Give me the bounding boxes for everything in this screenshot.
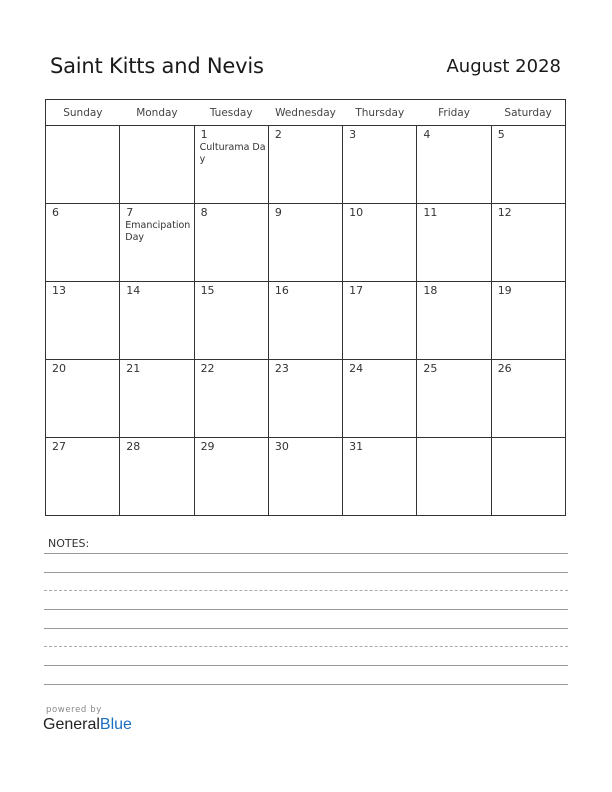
calendar-country-title: Saint Kitts and Nevis	[50, 54, 264, 78]
day-cell	[194, 360, 268, 438]
notes-line	[44, 665, 568, 666]
month-calendar-grid	[45, 99, 566, 516]
day-cell	[46, 438, 120, 516]
day-number: 15	[200, 284, 215, 297]
day-number: 11	[423, 206, 438, 219]
day-number: 12	[497, 206, 512, 219]
holiday-label: Culturama Day	[199, 142, 266, 165]
day-number: 14	[126, 284, 141, 297]
weekday-header: Friday	[417, 100, 491, 126]
day-number: 27	[52, 440, 66, 453]
notes-label: NOTES:	[48, 537, 90, 550]
day-number: 31	[349, 440, 364, 453]
day-number: 2	[274, 128, 282, 141]
notes-line	[44, 646, 568, 647]
day-cell	[268, 282, 342, 360]
notes-line	[44, 609, 568, 610]
day-number: 24	[349, 362, 364, 375]
weekday-header: Thursday	[343, 100, 417, 126]
notes-line	[44, 553, 568, 554]
day-cell	[46, 126, 120, 204]
day-cell	[491, 360, 565, 438]
week-row	[46, 126, 566, 204]
day-number: 1	[200, 128, 208, 141]
weekday-header: Wednesday	[268, 100, 342, 126]
day-cell	[268, 360, 342, 438]
calendar-month-title: August 2028	[446, 56, 561, 77]
generalblue-logo	[43, 716, 132, 734]
day-cell	[417, 360, 491, 438]
day-cell	[120, 282, 194, 360]
day-number: 20	[52, 362, 66, 375]
day-cell	[343, 360, 417, 438]
day-number: 16	[274, 284, 289, 297]
day-number: 26	[497, 362, 512, 375]
day-number: 23	[274, 362, 289, 375]
day-cell	[120, 126, 194, 204]
day-number: 29	[200, 440, 215, 453]
day-number: 9	[274, 206, 282, 219]
day-number: 10	[349, 206, 364, 219]
day-number: 7	[126, 206, 134, 219]
powered-by-text: powered by	[46, 705, 102, 715]
day-number: 6	[52, 206, 59, 219]
day-cell	[491, 126, 565, 204]
weekday-header-row	[46, 100, 566, 126]
holiday-label: Emancipation Day	[125, 220, 191, 243]
notes-line	[44, 628, 568, 629]
day-number: 30	[274, 440, 289, 453]
day-cell	[120, 360, 194, 438]
day-cell	[491, 204, 565, 282]
day-cell	[417, 438, 491, 516]
day-cell	[268, 204, 342, 282]
day-cell	[343, 126, 417, 204]
day-cell	[46, 282, 120, 360]
day-number: 18	[423, 284, 438, 297]
day-cell	[46, 204, 120, 282]
day-number: 8	[200, 206, 208, 219]
day-number: 19	[497, 284, 512, 297]
week-row	[46, 204, 566, 282]
day-cell	[417, 204, 491, 282]
week-row	[46, 360, 566, 438]
day-cell	[343, 204, 417, 282]
day-cell	[491, 282, 565, 360]
day-cell	[46, 360, 120, 438]
day-cell	[268, 438, 342, 516]
day-number: 28	[126, 440, 141, 453]
day-cell	[120, 204, 194, 282]
brand-blue: Blue	[99, 716, 132, 733]
weekday-header: Saturday	[491, 100, 565, 126]
day-cell	[343, 438, 417, 516]
day-cell	[343, 282, 417, 360]
day-cell	[194, 126, 268, 204]
day-number: 13	[52, 284, 66, 297]
week-row	[46, 282, 566, 360]
notes-line	[44, 572, 568, 573]
day-number: 25	[423, 362, 438, 375]
day-number: 22	[200, 362, 215, 375]
brand-general: General	[43, 716, 100, 733]
weekday-header: Sunday	[46, 100, 120, 126]
day-number: 5	[497, 128, 505, 141]
day-number: 4	[423, 128, 431, 141]
day-cell	[268, 126, 342, 204]
day-cell	[417, 126, 491, 204]
weekday-header: Monday	[120, 100, 194, 126]
week-row	[46, 438, 566, 516]
day-number: 17	[349, 284, 364, 297]
day-cell	[491, 438, 565, 516]
day-number: 21	[126, 362, 141, 375]
notes-line	[44, 590, 568, 591]
day-cell	[120, 438, 194, 516]
day-number: 3	[349, 128, 357, 141]
day-cell	[194, 282, 268, 360]
weekday-header: Tuesday	[194, 100, 268, 126]
day-cell	[194, 438, 268, 516]
notes-line	[44, 684, 568, 685]
day-cell	[194, 204, 268, 282]
day-cell	[417, 282, 491, 360]
